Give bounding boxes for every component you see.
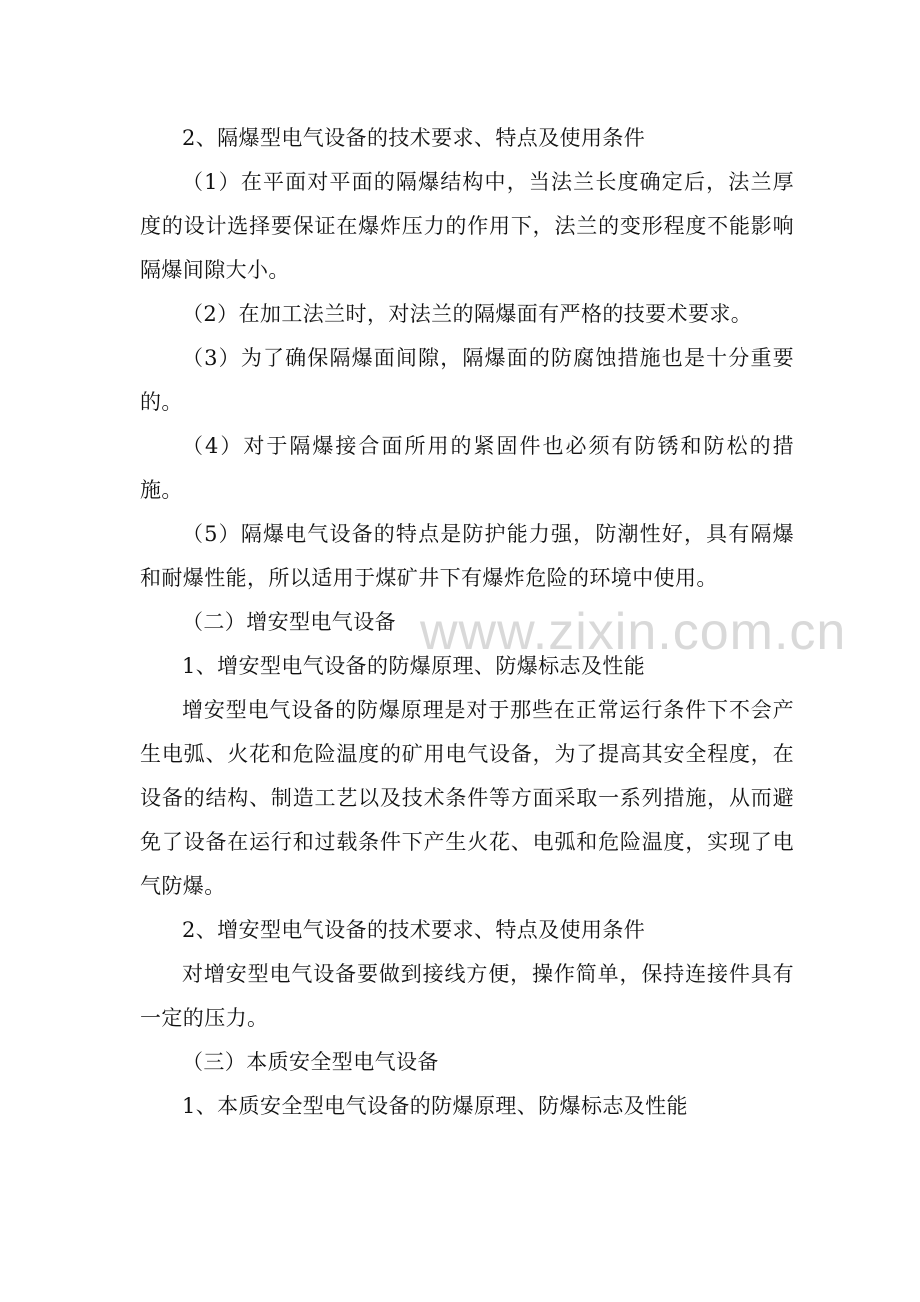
document-body (140, 116, 794, 1128)
paragraph-item-2: （2）在加工法兰时，对法兰的隔爆面有严格的技要术要求。 (182, 302, 753, 326)
heading-intrinsic-safety-principle: 1、本质安全型电气设备的防爆原理、防爆标志及性能 (182, 1094, 688, 1118)
section-heading-increased-safety: （二）增安型电气设备 (182, 610, 396, 634)
paragraph-increased-safety-principle: 增安型电气设备的防爆原理是对于那些在正常运行条件下不会产生电弧、火花和危险温度的矿用电气设备，为了提高其安全程度，在设备的结构、制造工艺以及技术条件等方面采取一系列措施，从而避免了设备在运行和过载条件下产生火花、电弧和危险温度，实现了电气防爆。 (140, 698, 794, 898)
heading-increased-safety-requirements: 2、增安型电气设备的技术要求、特点及使用条件 (182, 918, 646, 942)
paragraph-increased-safety-requirements: 对增安型电气设备要做到接线方便，操作简单，保持连接件具有一定的压力。 (140, 962, 794, 1030)
paragraph-item-3: （3）为了确保隔爆面间隙，隔爆面的防腐蚀措施也是十分重要的。 (140, 346, 794, 414)
paragraph-item-5: （5）隔爆电气设备的特点是防护能力强，防潮性好，具有隔爆和耐爆性能，所以适用于煤矿井下有爆炸危险的环境中使用。 (140, 522, 794, 590)
heading-flameproof-requirements: 2、隔爆型电气设备的技术要求、特点及使用条件 (182, 126, 646, 150)
heading-increased-safety-principle: 1、增安型电气设备的防爆原理、防爆标志及性能 (182, 654, 646, 678)
paragraph-item-1: （1）在平面对平面的隔爆结构中，当法兰长度确定后，法兰厚度的设计选择要保证在爆炸压力的作用下，法兰的变形程度不能影响隔爆间隙大小。 (140, 170, 794, 282)
paragraph-item-4: （4）对于隔爆接合面所用的紧固件也必须有防锈和防松的措施。 (140, 434, 794, 502)
watermark: www.zixin.com.cn (420, 603, 847, 661)
section-heading-intrinsic-safety: （三）本质安全型电气设备 (182, 1050, 439, 1074)
